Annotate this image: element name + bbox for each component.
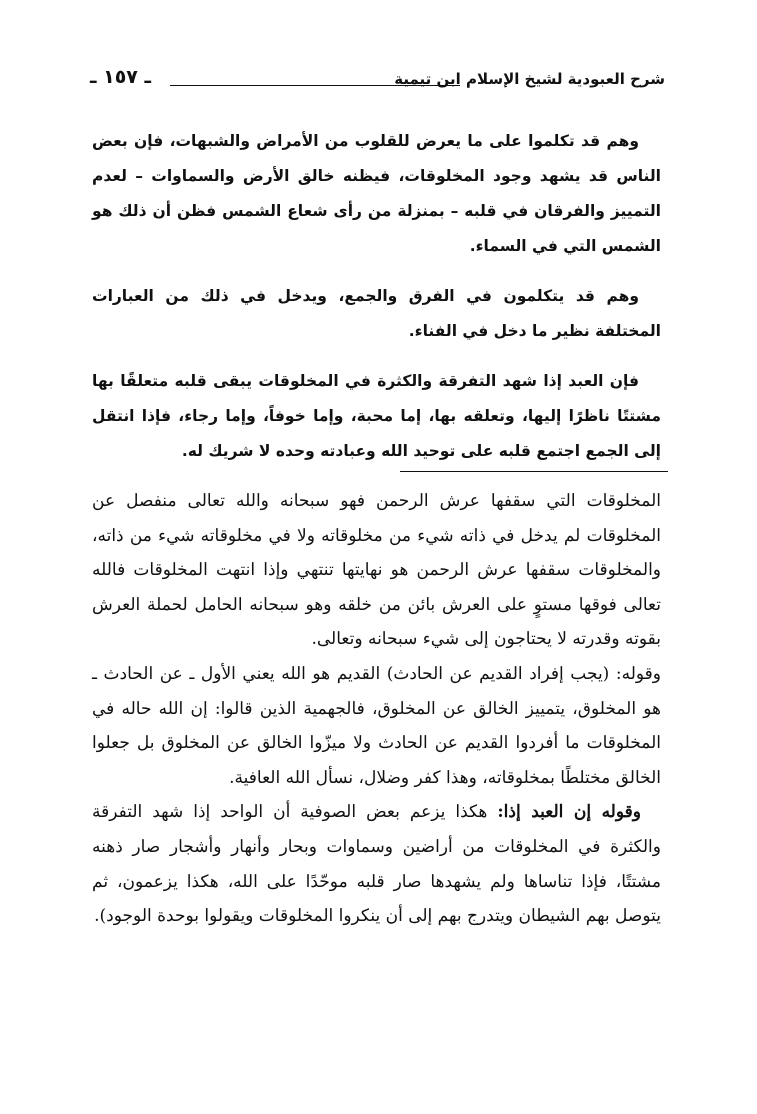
- commentary-paragraph: وهم قد يتكلمون في الفرق والجمع، ويدخل في ذلك من العبارات المختلفة نظير ما دخل في الفناء.: [92, 287, 661, 340]
- quoted-lead: وقوله إن العبد إذا:: [497, 802, 641, 823]
- explanation-paragraph: المخلوقات التي سقفها عرش الرحمن فهو سبحانه والله تعالى منفصل عن المخلوقات لم يدخل في ذاته شيء من مخلوقاته ولا في مخلوقاته شيء من ذاته، والمخلوقات سقفها عرش الرحمن هو نهايتها تنتهي وإذا انتهت المخلوقات فالله تعالى فوقها مستوٍ على العرش بائن من خلقه وهو سبحانه الحامل لحملة العرش بقوته وقدرته لا يحتاجون إلى شيء سبحانه وتعالى.: [92, 491, 661, 650]
- commentary-paragraph: وهم قد تكلموا على ما يعرض للقلوب من الأمراض والشبهات، فإن بعض الناس قد يشهد وجود المخلوقات، فيظنه خالق الأرض والسماوات – لعدم التمييز والفرقان في قلبه – بمنزلة من رأى شعاع الشمس فظن أن ذلك هو الشمس التي في السماء.: [92, 132, 661, 255]
- commentary-text: [92, 124, 661, 484]
- commentary-paragraph: فإن العبد إذا شهد التفرقة والكثرة في المخلوقات يبقى قلبه متعلقًا بها مشتتًا ناظرًا إليها، وتعلقه بها، إما محبة، وإما خوفاً، وإما رجاء، فإذا انتقل إلى الجمع اجتمع قلبه على توحيد الله وعبادته وحده لا شريك له.: [92, 372, 661, 460]
- page-header: [90, 60, 665, 100]
- explanation-paragraph: [92, 795, 661, 933]
- explanation-paragraph: وقوله: (يجب إفراد القديم عن الحادث) القديم هو الله يعني الأول ـ عن الحادث ـ هو المخلوق، يتمييز الخالق عن المخلوق، فالجهمية الذين قالوا: إن الله حاله في المخلوقات ما أفردوا القديم عن الحادث ولا ميزّوا الخالق عن المخلوق بل جعلوا الخالق مختلطًا بمخلوقاته، وهذا كفر وضلال، نسأل الله العافية.: [92, 663, 661, 788]
- page-number: ـ ١٥٧ ـ: [90, 66, 152, 88]
- running-title: شرح العبودية لشيخ الإسلام ابن تيمية: [394, 70, 665, 88]
- explanation-text: [92, 484, 661, 934]
- header-rule: [170, 85, 460, 86]
- paragraph-body: هكذا يزعم بعض الصوفية أن الواحد إذا شهد التفرقة والكثرة في المخلوقات من أراضين وسماوات وبحار وأنهار وأشجار صار ذهنه مشتتًا، فإذا تناساها ولم يشهدها صار قلبه موحّدًا على الله، هكذا يزعمون، ثم يتوصل بهم الشيطان ويتدرج بهم إلى أن ينكروا المخلوقات ويقولوا بوحدة الوجود).: [92, 802, 661, 927]
- footnote-divider: [400, 471, 668, 472]
